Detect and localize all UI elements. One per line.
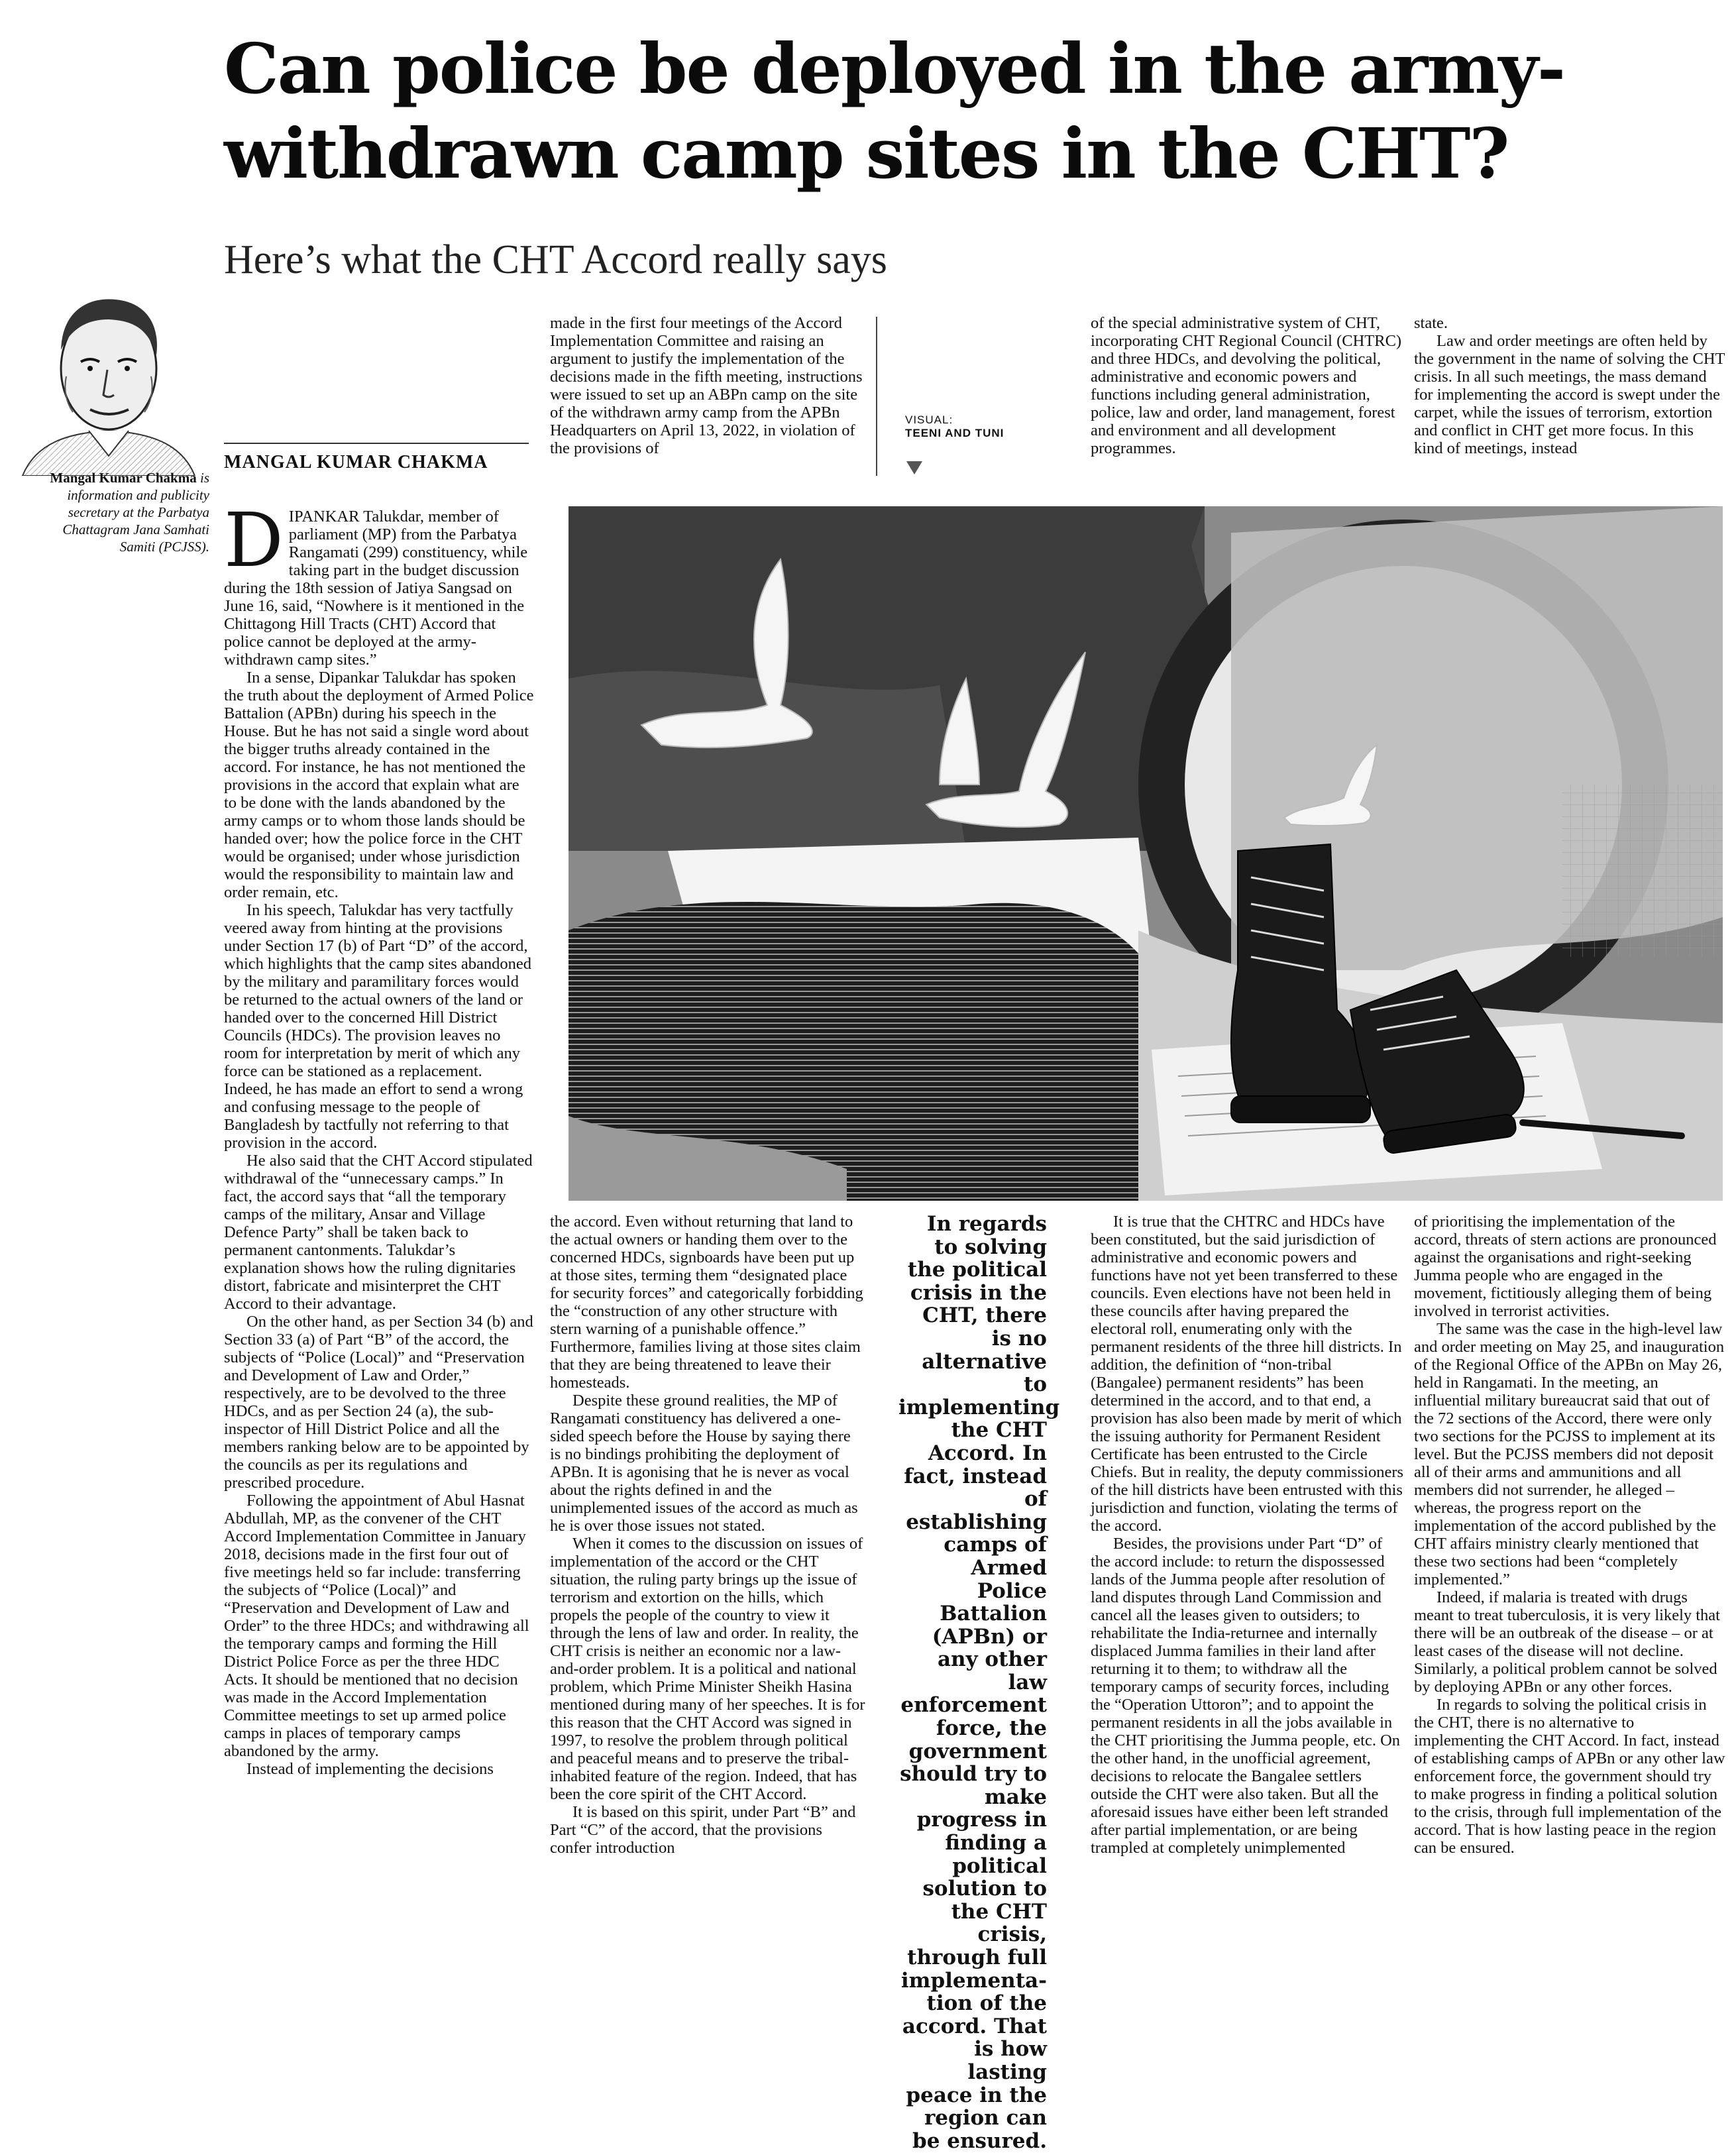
visual-credit-label: VISUAL: [905,414,953,426]
author-bio-text: is information and publicity secretary at the Parbatya Chattagram Jana Samhati Samiti (PCJSS). [62,470,209,555]
article-column-2-bottom [550,1213,865,1857]
illustration-doves-and-boots [569,506,1723,1201]
column-2-bottom-paragraph-3: When it comes to the discussion on issues of implementation of the accord or the CHT situation, the ruling party brings up the issue of terrorism and extortion on the hills, which propels the people of the country to view it through the lens of law and order. In reality, the CHT crisis is neither an economic nor a law-and-order problem. It is a political and national problem, which Prime Minister Sheikh Hasina mentioned during many of her speeches. It is for this reason that the CHT Accord was signed in 1997, to resolve the problem through political and peaceful means and to preserve the tribal-inhabited feature of the region. Indeed, that has been the core spirit of the CHT Accord. [550,1535,865,1803]
column-1-paragraph-7: Instead of implementing the decisions [246,1760,494,1778]
author-bio [27,469,209,555]
article-column-2-top [550,314,863,457]
column-divider [876,317,877,476]
column-1-paragraph-2: In a sense, Dipankar Talukdar has spoken the truth about the deployment of Armed Police Battalion (APBn) during his speech in the House. But he has not said a single word about the bigger truths already contained in the accord. For instance, he has not mentioned the provisions in the accord that explain what are to be done with the lands abandoned by the army camps or to whom those lands should be handed over; how the police force in the CHT would be organised; under whose jurisdiction would the responsibility to maintain law and order remain, etc. [224,669,534,901]
column-3-bottom-paragraph-2: Besides, the provisions under Part “D” of the accord include: to return the dispossessed lands of the Jumma people after resolution of land disputes through Land Commission and cancel all the leases given to outsiders; to rehabilitate the India-returnee and internally displaced Jumma families in their land after returning it to them; to withdraw all the temporary camps of security forces, including the “Operation Uttoron”; and to appoint the permanent residents in all the jobs available in the CHT prioritising the Jumma people, etc. On the other hand, in the unofficial agreement, decisions to relocate the Bangalee settlers outside the CHT were also taken. But all the aforesaid issues have either been left stranded after partial implementation, or are being trampled at completely unimplemented [1091,1535,1401,1857]
column-2-bottom-paragraph-2: Despite these ground realities, the MP of Rangamati constituency has delivered a one-sided speech before the House by saying there is no bindings prohibiting the deployment of APBn. It is agonising that he is never as vocal about the rights defined in and the unimplemented issues of the accord as much as he is over those issues not stated. [550,1392,858,1535]
article-column-1 [224,498,534,1778]
column-4-bottom-paragraph-2: The same was the case in the high-level law and order meeting on May 25, and inauguration of the Regional Office of the APBn on May 26, held in Rangamati. In the meeting, an influential military bureaucrat said that out of the 72 sections of the Accord, there were only two sections for the PCJSS to implement at its level. But the PCJSS members did not deposit all of their arms and ammunitions and all members did not surrender, he alleged – whereas, the progress report on the implementation of the accord published by the CHT affairs ministry clearly mentioned that these two sections had been “completely implemented.” [1414,1320,1725,1588]
column-4-bottom-paragraph-1: of prioritising the implementation of the accord, threats of stern actions are pronounced against the organisations and right-seeking Jumma people who are engaged in the movement, fictitiously alleging them of being involved in terrorist activities. [1414,1213,1717,1320]
triangle-down-icon [906,461,922,474]
article-column-3-top [1091,314,1402,457]
headline-line-1: Can police be deployed in the army- [224,28,1565,109]
article-column-4-bottom [1414,1213,1725,1857]
column-3-top-text: of the special administrative system of CHT, incorporating CHT Regional Council (CHTRC) and three HDCs, and devolving the political, administrative and economic powers and functions including general administration, police, law and order, land management, forest and environment and all development programmes. [1091,314,1402,457]
column-4-bottom-paragraph-4: In regards to solving the political crisis in the CHT, there is no alternative to implementing the CHT Accord. In fact, instead of establishing camps of APBn or any other law enforcement force, the government should try to make progress in finding a political solution to the crisis, through full implementation of the accord. That is how lasting peace in the region can be ensured. [1414,1696,1725,1857]
column-4-top-paragraph-1: state. [1414,314,1448,332]
column-1-paragraph-5: On the other hand, as per Section 34 (b) and Section 33 (a) of Part “B” of the accord, the subjects of “Police (Local)” and “Preservation and Development of Law and Order,” respectively, are to be devolved to the three HDCs, and as per Section 24 (a), the sub-inspector of Hill District Police and all the members ranking below are to be appointed by the councils as per its regulations and prescribed procedure. [224,1313,533,1492]
column-2-bottom-paragraph-1: the accord. Even without returning that land to the actual owners or handing them over to the concerned HDCs, signboards have been put up at those sites, terming them “designated place for security forces” and categorically forbidding the “construction of any other structure with stern warning of a punishable offence.” Furthermore, families living at those sites claim that they are being threatened to leave their homesteads. [550,1213,863,1392]
column-2-bottom-paragraph-4: It is based on this spirit, under Part “B” and Part “C” of the accord, that the provisions confer introduction [550,1803,856,1857]
visual-credit-name: TEENI AND TUNI [905,427,1004,439]
visual-credit [905,414,1004,440]
column-2-top-text: made in the first four meetings of the Accord Implementation Committee and raising an argument to justify the implementation of the decisions made in the fifth meeting, instructions were issued to set up an ABPn camp on the site of the withdrawn army camp from the APBn Headquarters on April 13, 2022, in violation of the provisions of [550,314,863,457]
headline [224,27,1708,196]
drop-cap: D [224,498,284,584]
article-column-4-top [1414,314,1725,457]
column-1-paragraph-1: DIPANKAR Talukdar, member of parliament (MP) from the Parbatya Rangamati (299) constituency, while taking part in the budget discussion during the 18th session of Jatiya Sangsad on June 16, said, “Nowhere is it mentioned in the Chittagong Hill Tracts (CHT) Accord that police cannot be deployed at the army-withdrawn camp sites.” [224,498,528,669]
pull-quote: In regards to solving the political crisis in the CHT, there is no alternative to implementing the CHT Accord. In fact, instead of establishing camps of Armed Police Battalion (APBn) or any other law enforcement force, the government should try to make progress in finding a political solution to the CHT crisis, through full implementa-tion of the accord. That is how lasting peace in the region can be ensured. [898,1212,1060,2153]
byline: MANGAL KUMAR CHAKMA [224,443,529,473]
column-1-paragraph-6: Following the appointment of Abul Hasnat Abdullah, MP, as the convener of the CHT Accord Implementation Committee in January 2018, decisions made in the first four out of five meetings held so far include: transferring the subjects of “Police (Local)” and “Preservation and Development of Law and Order” to the three HDCs; and withdrawing all the temporary camps and forming the Hill District Police Force as per the three HDC Acts. It should be mentioned that no decision was made in the Accord Implementation Committee meetings to set up armed police camps in places of temporary camps abandoned by the army. [224,1492,529,1760]
column-1-paragraph-4: He also said that the CHT Accord stipulated withdrawal of the “unnecessary camps.” In fact, the accord says that “all the temporary camps of the military, Ansar and Village Defence Party” shall be taken back to permanent cantonments. Talukdar’s explanation shows how the ruling dignitaries distort, fabricate and misinterpret the CHT Accord to their advantage. [224,1152,533,1313]
column-1-paragraph-3: In his speech, Talukdar has very tactfully veered away from hinting at the provisions under Section 17 (b) of Part “D” of the accord, which highlights that the camp sites abandoned by the military and paramilitary forces would be returned to the actual owners of the land or handed over to the concerned Hill District Councils (HDCs). The provision leaves no room for interpretation by merit of which any force can be stationed as a replacement. Indeed, he has made an effort to send a wrong and confusing message to the people of Bangladesh by tactfully not referring to that provision in the accord. [224,901,532,1152]
author-portrait [9,277,205,476]
column-4-bottom-paragraph-3: Indeed, if malaria is treated with drugs meant to treat tuberculosis, it is very likely that there will be an outbreak of the disease – or at least cases of the disease will not decline. Similarly, a political problem cannot be solved by deploying APBn or any other forces. [1414,1588,1720,1696]
column-3-bottom-paragraph-1: It is true that the CHTRC and HDCs have been constituted, but the said jurisdiction of administrative and economic powers and functions have not yet been transferred to these councils. Even elections have not been held in these councils after having prepared the electoral roll, enumerating only with the permanent residents of the three hill districts. In addition, the definition of “non-tribal (Bangalee) permanent residents” has been determined in the accord, and to that end, a provision has also been made by merit of which the issuing authority for Permanent Resident Certificate has been entrusted to the Circle Chiefs. But in reality, the deputy commissioners of the hill districts have been entrusted with this jurisdiction and function, violating the terms of the accord. [1091,1213,1404,1535]
column-4-top-paragraph-2: Law and order meetings are often held by the government in the name of solving the CHT crisis. In all such meetings, the mass demand for implementing the accord is swept under the carpet, while the issues of terrorism, extortion and conflict in CHT get more focus. In this kind of meetings, instead [1414,332,1725,457]
article-column-3-bottom [1091,1213,1403,1857]
author-bio-name: Mangal Kumar Chakma [50,470,197,486]
subheadline: Here’s what the CHT Accord really says [224,237,887,282]
headline-line-2: withdrawn camp sites in the CHT? [224,113,1509,194]
